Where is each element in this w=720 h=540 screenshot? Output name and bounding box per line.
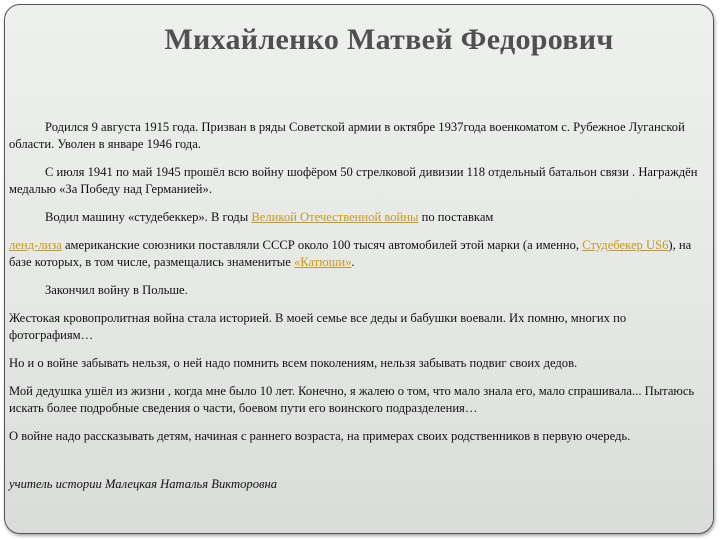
paragraph-studebaker xyxy=(9,209,709,226)
biography-text xyxy=(9,119,709,445)
paragraph-birth: Родился 9 августа 1915 года. Призван в ряды Советской армии в октябре 1937года военкоматом с. Рубежное Луганской области. Уволен в январе 1946 года. xyxy=(9,120,685,151)
paragraph-lend-lease xyxy=(9,237,709,271)
paragraph-lend-lease-text-a: американские союзники поставляли СССР около 100 тысяч автомобилей этой марки (а именно, xyxy=(61,238,583,252)
author-signature: учитель истории Малецкая Наталья Викторовна xyxy=(9,477,278,491)
paragraph-children: О войне надо рассказывать детям, начиная с раннего возраста, на примерах своих родственников в первую очередь. xyxy=(9,429,631,443)
katyusha-link[interactable]: «Катюши» xyxy=(293,255,352,269)
paragraph-service: С июля 1941 по май 1945 прошёл всю войну шофёром 50 стрелковой дивизии 118 отдельный батальон связи . Награждён медалью «За Победу над Германией». xyxy=(9,165,698,196)
paragraph-remember: Но и о войне забывать нельзя, о ней надо помнить всем поколениям, нельзя забывать подвиг своих дедов. xyxy=(9,356,578,370)
paragraph-lend-lease-text-c: . xyxy=(351,255,355,269)
slide xyxy=(4,4,714,534)
paragraph-studebaker-text-a: Водил машину «студебеккер». В годы xyxy=(45,210,252,224)
page-title: Михайленко Матвей Федорович xyxy=(164,23,614,56)
paragraph-history: Жестокая кровопролитная война стала историей. В моей семье все деды и бабушки воевали. Их помню, многих по фотографиям… xyxy=(9,311,627,342)
lend-lease-link[interactable]: ленд-лиза xyxy=(9,238,62,252)
paragraph-grandfather: Мой дедушка ушёл из жизни , когда мне было 10 лет. Конечно, я жалею о том, что мало знала его, мало спрашивала... Пытаюсь искать более подробные сведения о части, боевом пути его воинского подразделения… xyxy=(9,384,695,415)
paragraph-lend-lease-text-b: ), на базе которых, в том числе, размещались знаменитые xyxy=(9,238,692,269)
great-patriotic-war-link[interactable]: Великой Отечественной войны xyxy=(251,210,419,224)
studebaker-us6-link[interactable]: Студебекер US6 xyxy=(582,238,669,252)
paragraph-studebaker-text-b: по поставкам xyxy=(418,210,494,224)
paragraph-poland: Закончил войну в Польше. xyxy=(45,283,188,297)
